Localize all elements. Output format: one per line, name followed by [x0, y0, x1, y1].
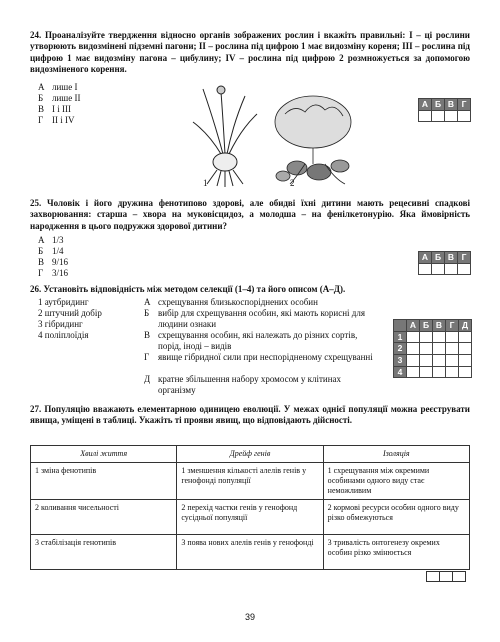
- grid-header-cell: В: [445, 252, 458, 264]
- table-header: Хвилі життя: [31, 446, 177, 463]
- grid-header-cell: В: [445, 99, 458, 111]
- grid-header-cell: Б: [432, 99, 445, 111]
- option-4: [38, 268, 68, 279]
- answer-cell[interactable]: [446, 343, 459, 355]
- description-text: схрещування близькоспоріднених особин: [158, 297, 318, 307]
- grid-header-cell: Б: [420, 320, 433, 332]
- option-letter: А: [38, 82, 45, 92]
- option-3: [38, 257, 68, 268]
- q27-text: 27. Популяцію вважають елементарною одиницею еволюції. У межах однієї популяції можна реєструвати явища, уміщені в таблиці. Укажіть ті прояви явищ, що відповідають дійсності.: [30, 404, 470, 426]
- answer-cell[interactable]: [459, 366, 472, 378]
- option-letter: В: [38, 104, 45, 114]
- description-letter: Д: [144, 374, 151, 384]
- option-letter: Б: [38, 93, 44, 103]
- answer-cell[interactable]: [433, 331, 446, 343]
- answer-cell[interactable]: [432, 110, 445, 121]
- option-3: [38, 104, 71, 115]
- potato-plant-drawing: [275, 96, 351, 184]
- q27-answer-boxes: [426, 571, 466, 582]
- answer-box[interactable]: [453, 572, 466, 582]
- grid-header-cell: А: [419, 99, 432, 111]
- answer-cell[interactable]: [446, 331, 459, 343]
- table-row: [31, 463, 470, 500]
- answer-cell[interactable]: [420, 354, 433, 366]
- answer-box[interactable]: [440, 572, 453, 582]
- option-text: 1/4: [52, 246, 64, 256]
- option-text: лише І: [52, 82, 78, 92]
- answer-cell[interactable]: [420, 331, 433, 343]
- description-letter: В: [144, 330, 151, 340]
- description-text: кратне збільшення набору хромосом у клітинах організму: [158, 374, 342, 396]
- option-letter: Г: [38, 115, 44, 125]
- answer-cell[interactable]: [407, 343, 420, 355]
- answer-cell[interactable]: [420, 366, 433, 378]
- description-text: явище гібридної сили при неспорідненому схрещуванні: [158, 352, 373, 362]
- answer-cell[interactable]: [407, 366, 420, 378]
- grid-header-cell: Б: [432, 252, 445, 264]
- description-text: вибір для схрещування особин, які мають корисні для людини ознаки: [158, 308, 366, 330]
- option-letter: Г: [38, 268, 44, 278]
- table-cell: 1 зменшення кількості алелів генів у генофонді популяції: [177, 463, 323, 500]
- page-number: 39: [244, 612, 255, 622]
- option-2: [38, 246, 64, 257]
- option-text: І і ІІІ: [52, 104, 71, 114]
- grid-header-cell: Г: [458, 99, 471, 111]
- answer-cell[interactable]: [419, 110, 432, 121]
- option-letter: В: [38, 257, 45, 267]
- table-row: [31, 500, 470, 535]
- grid-corner: [394, 320, 407, 332]
- q25-text: 25. Чоловік і його дружина фенотипово здорові, але обидві їхні дитини мають рецесивні спадкові захворювання: старша – хвора на муковісцидоз, а молодша – на фенілкетонурію. Яка ймовірність народження в цього подружжя здорової дитини?: [30, 198, 470, 231]
- description-letter: Б: [144, 308, 150, 318]
- option-text: ІІ і IV: [52, 115, 75, 125]
- option-2: [38, 93, 80, 104]
- table-cell: 1 схрещування між окремими особинами одного виду стає неможливим: [323, 463, 469, 500]
- option-letter: А: [38, 235, 45, 245]
- answer-cell[interactable]: [433, 354, 446, 366]
- q26-answer-grid: [393, 319, 472, 378]
- table-header: Дрейф генів: [177, 446, 323, 463]
- grid-header-cell: Г: [458, 252, 471, 264]
- answer-box[interactable]: [427, 572, 440, 582]
- answer-cell[interactable]: [459, 331, 472, 343]
- answer-cell[interactable]: [446, 354, 459, 366]
- table-cell: 2 коливання чисельності: [31, 500, 177, 535]
- answer-cell[interactable]: [432, 263, 445, 274]
- description-item: [144, 352, 374, 363]
- table-header: Ізоляція: [323, 446, 469, 463]
- answer-cell[interactable]: [445, 263, 458, 274]
- grid-header-cell: В: [433, 320, 446, 332]
- answer-cell[interactable]: [407, 354, 420, 366]
- answer-cell[interactable]: [407, 331, 420, 343]
- description-letter: А: [144, 297, 151, 307]
- q24-answer-grid: [418, 98, 471, 122]
- answer-cell[interactable]: [419, 263, 432, 274]
- method-item: 4 поліплоїдія: [38, 330, 89, 340]
- answer-cell[interactable]: [459, 354, 472, 366]
- answer-cell[interactable]: [445, 110, 458, 121]
- grid-row-number: 1: [394, 331, 407, 343]
- description-letter: Г: [144, 352, 150, 362]
- option-text: лише ІІ: [52, 93, 81, 103]
- grid-header-cell: А: [407, 320, 420, 332]
- option-text: 3/16: [52, 268, 69, 278]
- grid-header-cell: А: [419, 252, 432, 264]
- option-text: 1/3: [52, 235, 64, 245]
- q27-table: [30, 445, 470, 570]
- answer-cell[interactable]: [433, 343, 446, 355]
- q26-text: 26. Установіть відповідність між методом селекції (1–4) та його описом (А–Д).: [30, 284, 346, 294]
- table-cell: 2 перехід частки генів у генофонд сусідньої популяції: [177, 500, 323, 535]
- table-cell: 1 зміна фенотипів: [31, 463, 177, 500]
- figure-label-1: 1: [203, 178, 208, 188]
- grid-header-cell: Г: [446, 320, 459, 332]
- grid-row-number: 2: [394, 343, 407, 355]
- answer-cell[interactable]: [459, 343, 472, 355]
- grid-row-number: 3: [394, 354, 407, 366]
- answer-cell[interactable]: [446, 366, 459, 378]
- description-item: [144, 297, 374, 308]
- plants-illustration: [185, 84, 375, 189]
- option-text: 9/16: [52, 257, 69, 267]
- q24-text: 24. Проаналізуйте твердження відносно органів зображених рослин і вкажіть правильні: І – ці рослини утворюють видозмінені підземні пагони; ІІ – рослина під цифрою 1 має видозміну кореня; ІІІ – рослина під цифрою 1 має видозміну пагона – цибулину; IV – рослина під цифрою 2 розмножується за допомогою видозміненого корення.: [30, 30, 470, 74]
- answer-cell[interactable]: [433, 366, 446, 378]
- description-item: [144, 374, 374, 397]
- answer-cell[interactable]: [420, 343, 433, 355]
- option-letter: Б: [38, 246, 44, 256]
- grid-row-number: 4: [394, 366, 407, 378]
- description-item: [144, 330, 374, 353]
- method-item: 3 гібридинг: [38, 319, 83, 329]
- table-cell: 3 поява нових алелів генів у генофонді: [177, 535, 323, 570]
- table-cell: 2 кормові ресурси особин одного виду різко обмежуються: [323, 500, 469, 535]
- table-cell: 3 тривалість онтогенезу окремих особин різко змінюється: [323, 535, 469, 570]
- method-item: 2 штучний добір: [38, 308, 102, 318]
- grid-header-cell: Д: [459, 320, 472, 332]
- onion-plant-drawing: [193, 86, 257, 187]
- answer-cell[interactable]: [458, 110, 471, 121]
- answer-cell[interactable]: [458, 263, 471, 274]
- option-1: [38, 235, 64, 246]
- method-item: 1 аутбридинг: [38, 297, 89, 307]
- table-cell: 3 стабілізація генотипів: [31, 535, 177, 570]
- description-text: схрещування особин, які належать до різних сортів, порід, іноді – видів: [158, 330, 358, 352]
- option-4: [38, 115, 75, 126]
- table-row: [31, 535, 470, 570]
- figure-label-2: 2: [290, 178, 295, 188]
- description-item: [144, 308, 374, 331]
- q25-answer-grid: [418, 251, 471, 275]
- option-1: [38, 82, 77, 93]
